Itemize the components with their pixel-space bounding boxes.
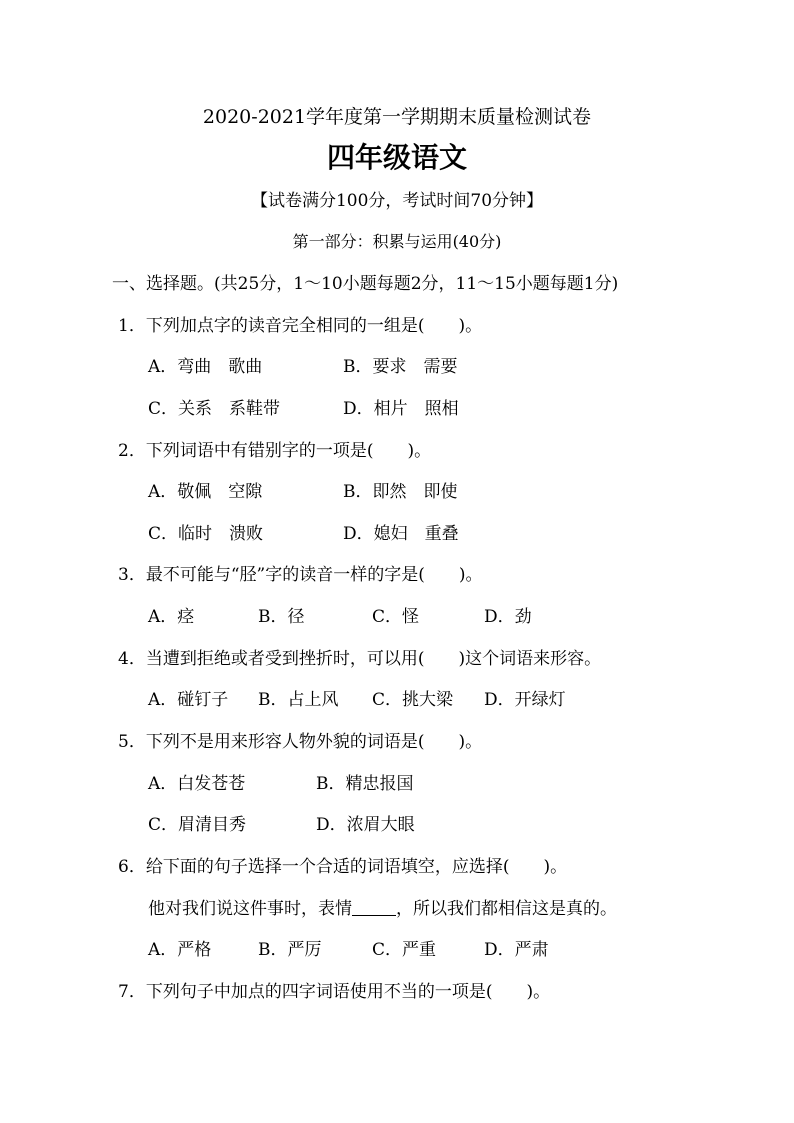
option-b: B．径 xyxy=(258,607,305,627)
option-a: A．敬佩 空隙 xyxy=(148,482,263,502)
sentence-after: ，所以我们都相信这是真的。 xyxy=(396,899,617,919)
option-d: D．浓眉大眼 xyxy=(316,815,415,835)
option-c: C．挑大梁 xyxy=(372,690,454,710)
option-c: C．临时 溃败 xyxy=(148,524,264,544)
option-b: B．要求 需要 xyxy=(343,357,458,377)
option-c: C．眉清目秀 xyxy=(148,815,247,835)
option-a: A．痉 xyxy=(148,607,195,627)
option-c: C．怪 xyxy=(372,607,420,627)
question-stem: 7．下列句子中加点的四字词语使用不当的一项是( )。 xyxy=(118,982,551,1002)
exam-note: 【试卷满分100分，考试时间70分钟】 xyxy=(250,191,544,211)
subject-title: 四年级语文 xyxy=(326,141,467,174)
question-stem: 4．当遭到拒绝或者受到挫折时，可以用( )这个词语来形容。 xyxy=(118,649,602,669)
question-stem: 6．给下面的句子选择一个合适的词语填空，应选择( )。 xyxy=(118,857,568,877)
option-b: B．精忠报国 xyxy=(316,774,414,794)
option-a: A．碰钉子 xyxy=(148,690,229,710)
option-d: D．开绿灯 xyxy=(484,690,566,710)
option-c: C．关系 系鞋带 xyxy=(148,399,281,419)
option-b: B．占上风 xyxy=(258,690,339,710)
question-stem: 5．下列不是用来形容人物外貌的词语是( )。 xyxy=(118,732,483,752)
fill-blank[interactable] xyxy=(352,899,396,916)
option-b: B．严厉 xyxy=(258,940,322,960)
option-d: D．相片 照相 xyxy=(343,399,459,419)
exam-title: 2020-2021学年度第一学期期末质量检测试卷 xyxy=(202,106,592,128)
option-b: B．即然 即使 xyxy=(343,482,458,502)
option-a: A．白发苍苍 xyxy=(148,774,246,794)
section-title: 一、选择题。(共25分，1～10小题每题2分，11～15小题每题1分) xyxy=(112,274,619,294)
question-stem: 2．下列词语中有错别字的一项是( )。 xyxy=(118,441,432,461)
option-a: A．严格 xyxy=(148,940,212,960)
part-heading: 第一部分：积累与运用(40分) xyxy=(292,232,502,251)
option-d: D．严肃 xyxy=(484,940,549,960)
fill-in-sentence xyxy=(148,898,617,920)
sentence-before: 他对我们说这件事时，表情 xyxy=(148,899,352,919)
question-stem: 3．最不可能与“胫”字的读音一样的字是( )。 xyxy=(118,565,483,585)
option-d: D．媳妇 重叠 xyxy=(343,524,459,544)
option-c: C．严重 xyxy=(372,940,437,960)
option-d: D．劲 xyxy=(484,607,532,627)
question-stem: 1．下列加点字的读音完全相同的一组是( )。 xyxy=(118,316,483,336)
option-a: A．弯曲 歌曲 xyxy=(148,357,263,377)
